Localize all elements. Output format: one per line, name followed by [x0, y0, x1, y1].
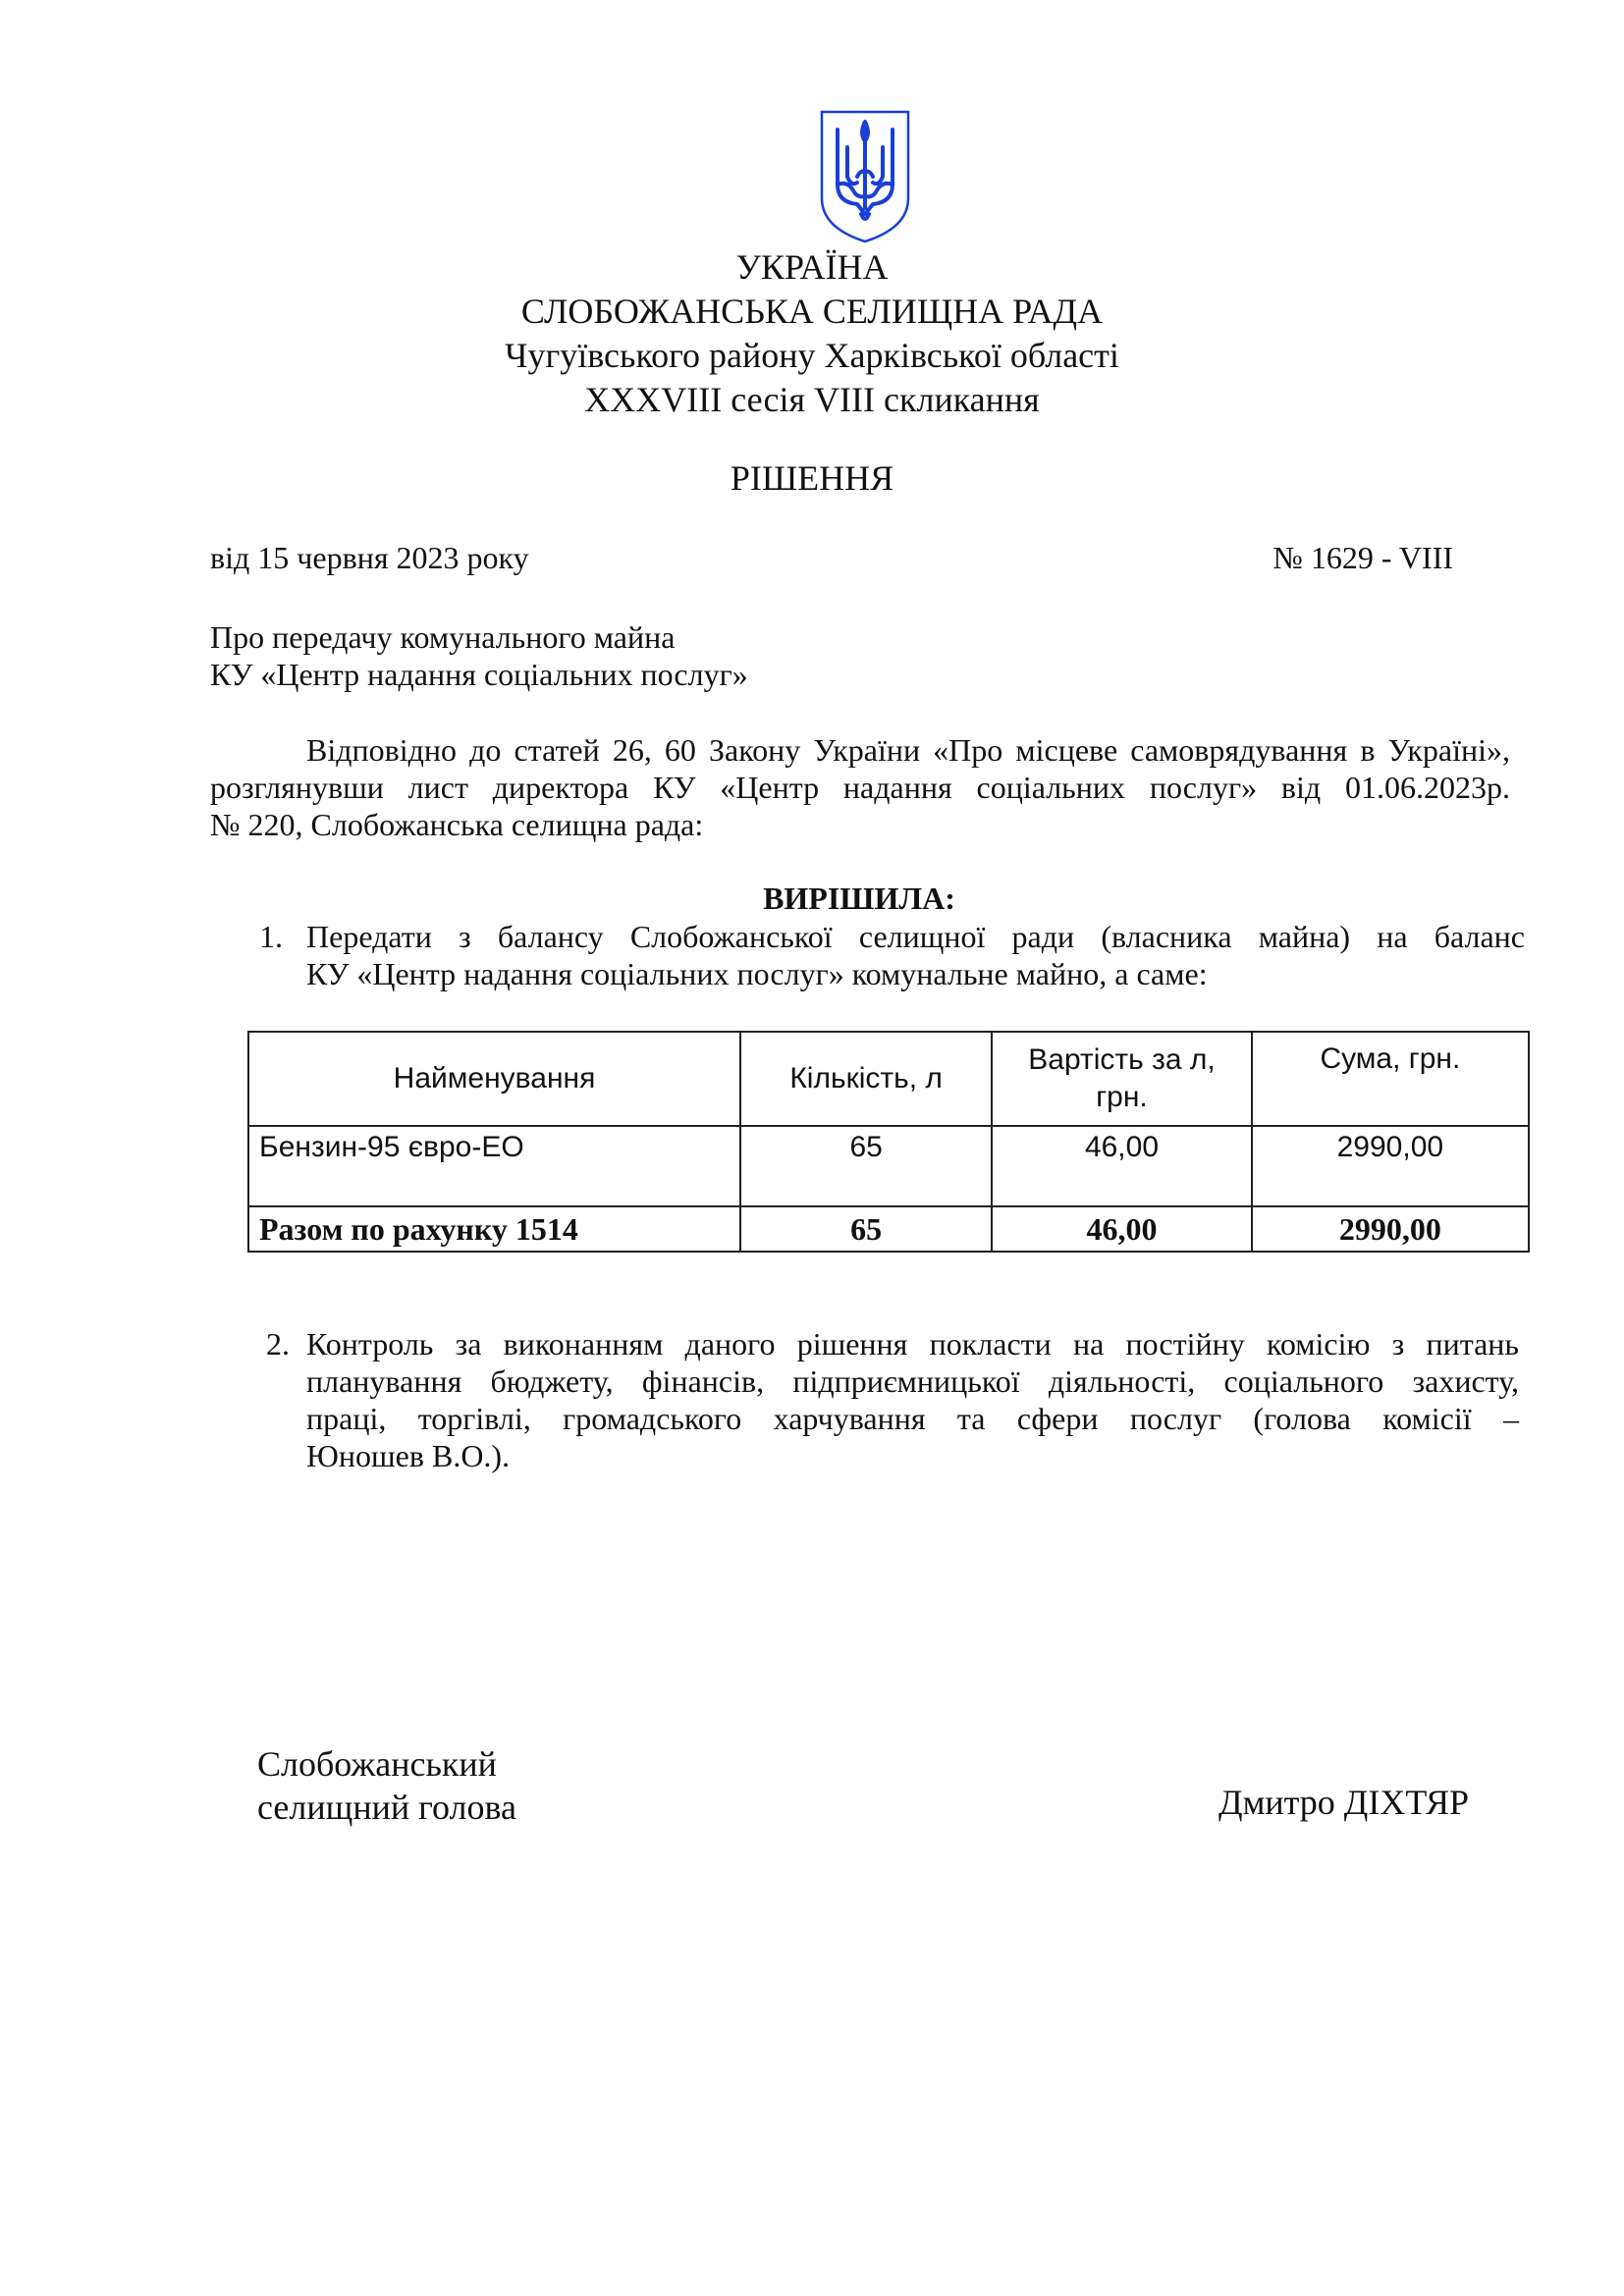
council-title: СЛОБОЖАНСЬКА СЕЛИЩНА РАДА — [520, 292, 1104, 331]
cell-sum: 2990,00 — [1252, 1126, 1529, 1206]
coat-of-arms-icon — [818, 108, 912, 245]
table-total-row — [248, 1206, 1529, 1252]
subject-line: КУ «Центр надання соціальних послуг» — [210, 657, 748, 692]
cell-qty: 65 — [740, 1126, 992, 1206]
item-line: Контроль за виконанням даного рішення покласти на постійну комісію з питань — [306, 1326, 1519, 1362]
decision-date: від 15 червня 2023 року — [210, 540, 529, 575]
item-line: планування бюджету, фінансів, підприємницької діяльності, соціального захисту, — [306, 1363, 1519, 1399]
header-name: Найменування — [248, 1032, 740, 1126]
decision-number: № 1629 - VIII — [1272, 540, 1453, 575]
subject-line: Про передачу комунального майна — [210, 619, 676, 655]
decision-subject — [210, 618, 748, 693]
district-title: Чугуївського району Харківської області — [505, 336, 1119, 375]
country-title: УКРАЇНА — [735, 247, 889, 287]
signatory-title — [257, 1742, 516, 1829]
preamble-line: розглянувши лист директора КУ «Центр надання соціальних послуг» від 01.06.2023р. — [210, 770, 1510, 805]
header-qty: Кількість, л — [740, 1032, 992, 1126]
signatory-name: Дмитро ДІХТЯР — [1218, 1783, 1469, 1822]
property-table — [247, 1031, 1530, 1253]
item-number: 2. — [266, 1326, 290, 1362]
signatory-title-line: Слобожанський — [257, 1744, 497, 1784]
item-number: 1. — [259, 919, 283, 954]
item-line: Передати з балансу Слобожанської селищної ради (власника майна) на баланс — [306, 919, 1525, 954]
table-row — [248, 1126, 1529, 1206]
item-text — [306, 918, 1525, 992]
signatory-title-line: селищний голова — [257, 1788, 517, 1827]
preamble-line: Відповідно до статей 26, 60 Закону України «Про місцеве самоврядування в Україні», — [306, 732, 1510, 768]
total-qty: 65 — [740, 1206, 992, 1252]
document-type: РІШЕННЯ — [730, 458, 894, 498]
total-name: Разом по рахунку 1514 — [248, 1206, 740, 1252]
header-sum: Сума, грн. — [1252, 1032, 1529, 1126]
cell-price: 46,00 — [992, 1126, 1251, 1206]
table-header-row — [248, 1032, 1529, 1126]
preamble-line: № 220, Слобожанська селищна рада: — [210, 807, 704, 842]
header-price: Вартість за л, грн. — [992, 1032, 1251, 1126]
item-text — [306, 1325, 1519, 1474]
total-price: 46,00 — [992, 1206, 1251, 1252]
session-title: XXXVIII сесія VIII скликання — [584, 380, 1040, 419]
cell-name: Бензин-95 євро-ЕО — [248, 1126, 740, 1206]
item-line: Юношев В.О.). — [306, 1438, 511, 1473]
preamble-paragraph — [210, 731, 1510, 843]
total-sum: 2990,00 — [1252, 1206, 1529, 1252]
decided-heading: ВИРІШИЛА: — [763, 881, 955, 916]
item-line: праці, торгівлі, громадського харчування та сфери послуг (голова комісії – — [306, 1401, 1519, 1436]
item-line: КУ «Центр надання соціальних послуг» комунальне майно, а саме: — [306, 956, 1208, 991]
